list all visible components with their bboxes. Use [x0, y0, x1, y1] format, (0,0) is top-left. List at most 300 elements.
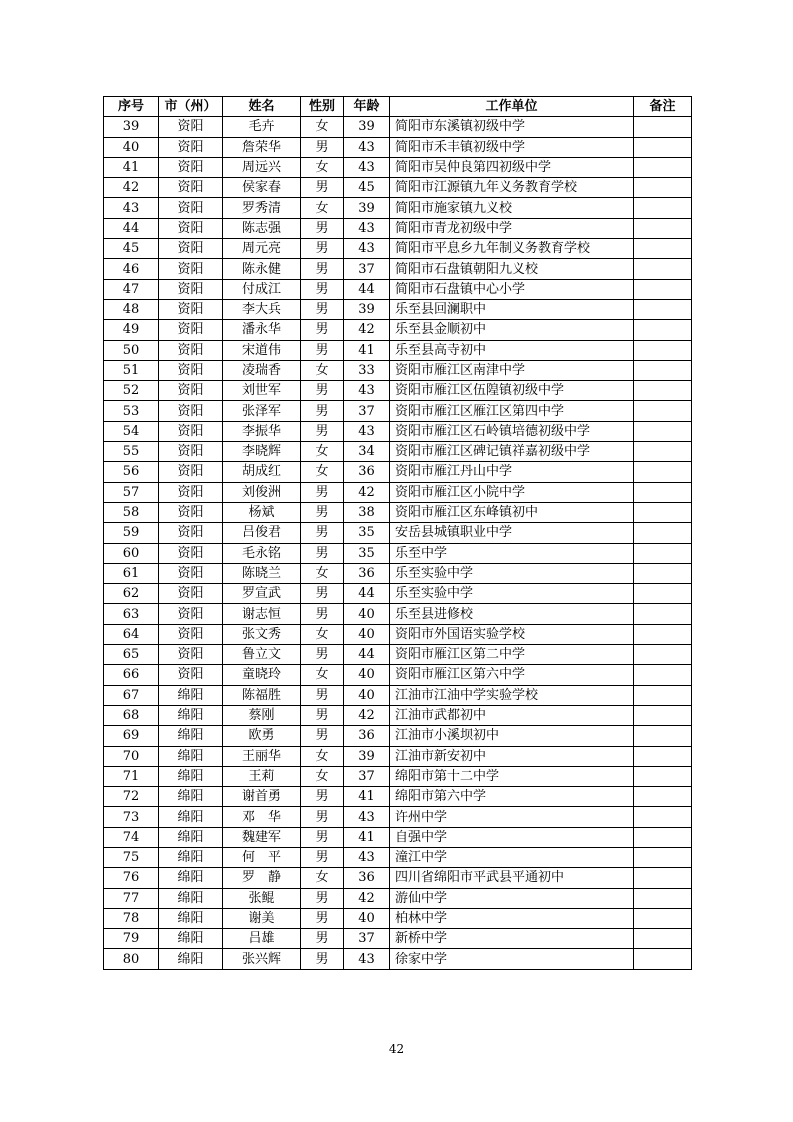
table-row — [104, 360, 692, 380]
workplace-cell: 游仙中学 — [390, 888, 634, 908]
city-cell: 绵阳 — [159, 685, 223, 705]
city-cell: 资阳 — [159, 563, 223, 583]
index-cell: 44 — [104, 218, 159, 238]
index-cell: 69 — [104, 726, 159, 746]
remarks-cell — [634, 462, 692, 482]
workplace-cell: 绵阳市第六中学 — [390, 787, 634, 807]
age-cell: 43 — [344, 218, 390, 238]
name-cell: 张文秀 — [223, 624, 301, 644]
gender-cell: 男 — [301, 949, 344, 969]
remarks-cell — [634, 888, 692, 908]
age-cell: 43 — [344, 157, 390, 177]
remarks-cell — [634, 259, 692, 279]
workplace-cell: 资阳市雁江区第六中学 — [390, 665, 634, 685]
workplace-cell: 徐家中学 — [390, 949, 634, 969]
remarks-cell — [634, 157, 692, 177]
gender-cell: 男 — [301, 218, 344, 238]
page-number: 42 — [388, 1042, 405, 1056]
gender-cell: 男 — [301, 908, 344, 928]
name-cell: 刘世军 — [223, 381, 301, 401]
table-row — [104, 563, 692, 583]
age-cell: 43 — [344, 949, 390, 969]
workplace-cell: 简阳市青龙初级中学 — [390, 218, 634, 238]
name-cell: 毛永铭 — [223, 543, 301, 563]
header-gender: 性别 — [301, 97, 344, 117]
table-row — [104, 726, 692, 746]
index-cell: 62 — [104, 584, 159, 604]
name-cell: 吕俊君 — [223, 523, 301, 543]
table-row — [104, 482, 692, 502]
city-cell: 资阳 — [159, 340, 223, 360]
table-row — [104, 259, 692, 279]
age-cell: 42 — [344, 482, 390, 502]
gender-cell: 男 — [301, 584, 344, 604]
workplace-cell: 江油市武都初中 — [390, 705, 634, 725]
age-cell: 40 — [344, 624, 390, 644]
remarks-cell — [634, 685, 692, 705]
name-cell: 何 平 — [223, 847, 301, 867]
gender-cell: 男 — [301, 604, 344, 624]
workplace-cell: 乐至县进修校 — [390, 604, 634, 624]
index-cell: 52 — [104, 381, 159, 401]
name-cell: 罗宣武 — [223, 584, 301, 604]
workplace-cell: 资阳市雁江区雁江区第四中学 — [390, 401, 634, 421]
remarks-cell — [634, 421, 692, 441]
workplace-cell: 资阳市雁江区石岭镇培德初级中学 — [390, 421, 634, 441]
age-cell: 36 — [344, 868, 390, 888]
age-cell: 38 — [344, 502, 390, 522]
city-cell: 资阳 — [159, 239, 223, 259]
remarks-cell — [634, 381, 692, 401]
workplace-cell: 许州中学 — [390, 807, 634, 827]
city-cell: 绵阳 — [159, 847, 223, 867]
city-cell: 资阳 — [159, 259, 223, 279]
header-city: 市（州） — [159, 97, 223, 117]
table-row — [104, 198, 692, 218]
workplace-cell: 资阳市雁江丹山中学 — [390, 462, 634, 482]
roster-table — [103, 96, 692, 970]
remarks-cell — [634, 929, 692, 949]
city-cell: 资阳 — [159, 157, 223, 177]
name-cell: 凌瑞香 — [223, 360, 301, 380]
name-cell: 胡成红 — [223, 462, 301, 482]
city-cell: 绵阳 — [159, 929, 223, 949]
name-cell: 罗秀清 — [223, 198, 301, 218]
name-cell: 陈永健 — [223, 259, 301, 279]
index-cell: 70 — [104, 746, 159, 766]
age-cell: 45 — [344, 178, 390, 198]
workplace-cell: 简阳市江源镇九年义务教育学校 — [390, 178, 634, 198]
gender-cell: 男 — [301, 279, 344, 299]
age-cell: 33 — [344, 360, 390, 380]
gender-cell: 女 — [301, 665, 344, 685]
age-cell: 43 — [344, 137, 390, 157]
city-cell: 资阳 — [159, 198, 223, 218]
age-cell: 34 — [344, 442, 390, 462]
city-cell: 绵阳 — [159, 705, 223, 725]
age-cell: 42 — [344, 320, 390, 340]
age-cell: 40 — [344, 908, 390, 928]
index-cell: 42 — [104, 178, 159, 198]
workplace-cell: 乐至实验中学 — [390, 563, 634, 583]
city-cell: 资阳 — [159, 543, 223, 563]
index-cell: 72 — [104, 787, 159, 807]
name-cell: 詹荣华 — [223, 137, 301, 157]
table-header — [104, 97, 692, 117]
age-cell: 40 — [344, 604, 390, 624]
index-cell: 51 — [104, 360, 159, 380]
workplace-cell: 四川省绵阳市平武县平通初中 — [390, 868, 634, 888]
index-cell: 41 — [104, 157, 159, 177]
gender-cell: 男 — [301, 482, 344, 502]
age-cell: 37 — [344, 259, 390, 279]
name-cell: 陈福胜 — [223, 685, 301, 705]
remarks-cell — [634, 949, 692, 969]
workplace-cell: 资阳市雁江区第二中学 — [390, 645, 634, 665]
table-row — [104, 178, 692, 198]
age-cell: 43 — [344, 807, 390, 827]
table-row — [104, 340, 692, 360]
remarks-cell — [634, 218, 692, 238]
age-cell: 43 — [344, 421, 390, 441]
city-cell: 资阳 — [159, 665, 223, 685]
age-cell: 36 — [344, 563, 390, 583]
index-cell: 59 — [104, 523, 159, 543]
city-cell: 资阳 — [159, 117, 223, 137]
remarks-cell — [634, 645, 692, 665]
index-cell: 77 — [104, 888, 159, 908]
gender-cell: 男 — [301, 929, 344, 949]
table-row — [104, 665, 692, 685]
gender-cell: 女 — [301, 198, 344, 218]
name-cell: 吕雄 — [223, 929, 301, 949]
workplace-cell: 乐至县回澜职中 — [390, 299, 634, 319]
remarks-cell — [634, 705, 692, 725]
header-index: 序号 — [104, 97, 159, 117]
header-age: 年龄 — [344, 97, 390, 117]
age-cell: 36 — [344, 462, 390, 482]
remarks-cell — [634, 908, 692, 928]
index-cell: 80 — [104, 949, 159, 969]
city-cell: 资阳 — [159, 584, 223, 604]
gender-cell: 男 — [301, 299, 344, 319]
index-cell: 60 — [104, 543, 159, 563]
name-cell: 王莉 — [223, 766, 301, 786]
table-row — [104, 320, 692, 340]
name-cell: 魏建军 — [223, 827, 301, 847]
workplace-cell: 简阳市吴仲良第四初级中学 — [390, 157, 634, 177]
city-cell: 资阳 — [159, 462, 223, 482]
workplace-cell: 简阳市施家镇九义校 — [390, 198, 634, 218]
remarks-cell — [634, 178, 692, 198]
age-cell: 42 — [344, 705, 390, 725]
name-cell: 谢志恒 — [223, 604, 301, 624]
header-row — [104, 97, 692, 117]
index-cell: 67 — [104, 685, 159, 705]
workplace-cell: 简阳市平息乡九年制义务教育学校 — [390, 239, 634, 259]
gender-cell: 女 — [301, 157, 344, 177]
table-row — [104, 381, 692, 401]
remarks-cell — [634, 584, 692, 604]
index-cell: 39 — [104, 117, 159, 137]
table-row — [104, 624, 692, 644]
table-row — [104, 137, 692, 157]
gender-cell: 男 — [301, 685, 344, 705]
remarks-cell — [634, 523, 692, 543]
age-cell: 39 — [344, 198, 390, 218]
name-cell: 蔡刚 — [223, 705, 301, 725]
city-cell: 资阳 — [159, 320, 223, 340]
name-cell: 李晓辉 — [223, 442, 301, 462]
age-cell: 43 — [344, 239, 390, 259]
gender-cell: 男 — [301, 787, 344, 807]
gender-cell: 男 — [301, 543, 344, 563]
index-cell: 50 — [104, 340, 159, 360]
age-cell: 37 — [344, 401, 390, 421]
city-cell: 资阳 — [159, 178, 223, 198]
table-row — [104, 442, 692, 462]
age-cell: 41 — [344, 340, 390, 360]
city-cell: 资阳 — [159, 218, 223, 238]
index-cell: 40 — [104, 137, 159, 157]
age-cell: 35 — [344, 523, 390, 543]
city-cell: 资阳 — [159, 482, 223, 502]
index-cell: 71 — [104, 766, 159, 786]
city-cell: 绵阳 — [159, 787, 223, 807]
table-row — [104, 543, 692, 563]
table-row — [104, 239, 692, 259]
name-cell: 邓 华 — [223, 807, 301, 827]
age-cell: 44 — [344, 584, 390, 604]
gender-cell: 男 — [301, 137, 344, 157]
workplace-cell: 简阳市石盘镇朝阳九义校 — [390, 259, 634, 279]
gender-cell: 女 — [301, 563, 344, 583]
name-cell: 王丽华 — [223, 746, 301, 766]
age-cell: 41 — [344, 827, 390, 847]
workplace-cell: 资阳市雁江区碑记镇祥嘉初级中学 — [390, 442, 634, 462]
city-cell: 绵阳 — [159, 888, 223, 908]
city-cell: 绵阳 — [159, 827, 223, 847]
remarks-cell — [634, 847, 692, 867]
age-cell: 35 — [344, 543, 390, 563]
gender-cell: 男 — [301, 705, 344, 725]
city-cell: 绵阳 — [159, 807, 223, 827]
table-row — [104, 502, 692, 522]
name-cell: 宋道伟 — [223, 340, 301, 360]
table-row — [104, 929, 692, 949]
index-cell: 61 — [104, 563, 159, 583]
gender-cell: 男 — [301, 726, 344, 746]
city-cell: 资阳 — [159, 401, 223, 421]
gender-cell: 男 — [301, 827, 344, 847]
city-cell: 绵阳 — [159, 766, 223, 786]
gender-cell: 女 — [301, 766, 344, 786]
index-cell: 78 — [104, 908, 159, 928]
workplace-cell: 乐至中学 — [390, 543, 634, 563]
name-cell: 谢美 — [223, 908, 301, 928]
workplace-cell: 绵阳市第十二中学 — [390, 766, 634, 786]
city-cell: 资阳 — [159, 279, 223, 299]
remarks-cell — [634, 482, 692, 502]
name-cell: 童晓玲 — [223, 665, 301, 685]
name-cell: 周远兴 — [223, 157, 301, 177]
table-row — [104, 421, 692, 441]
table-row — [104, 807, 692, 827]
gender-cell: 男 — [301, 401, 344, 421]
workplace-cell: 资阳市外国语实验学校 — [390, 624, 634, 644]
table-row — [104, 279, 692, 299]
age-cell: 43 — [344, 381, 390, 401]
remarks-cell — [634, 746, 692, 766]
workplace-cell: 资阳市雁江区伍隍镇初级中学 — [390, 381, 634, 401]
table-row — [104, 766, 692, 786]
workplace-cell: 简阳市东溪镇初级中学 — [390, 117, 634, 137]
table-row — [104, 685, 692, 705]
table-row — [104, 847, 692, 867]
city-cell: 资阳 — [159, 604, 223, 624]
age-cell: 39 — [344, 299, 390, 319]
workplace-cell: 乐至实验中学 — [390, 584, 634, 604]
gender-cell: 男 — [301, 502, 344, 522]
age-cell: 42 — [344, 888, 390, 908]
index-cell: 68 — [104, 705, 159, 725]
index-cell: 79 — [104, 929, 159, 949]
index-cell: 73 — [104, 807, 159, 827]
header-remarks: 备注 — [634, 97, 692, 117]
age-cell: 39 — [344, 746, 390, 766]
remarks-cell — [634, 827, 692, 847]
age-cell: 36 — [344, 726, 390, 746]
remarks-cell — [634, 766, 692, 786]
table-row — [104, 462, 692, 482]
age-cell: 37 — [344, 929, 390, 949]
workplace-cell: 乐至县金顺初中 — [390, 320, 634, 340]
gender-cell: 男 — [301, 807, 344, 827]
gender-cell: 男 — [301, 847, 344, 867]
workplace-cell: 柏林中学 — [390, 908, 634, 928]
gender-cell: 男 — [301, 320, 344, 340]
workplace-cell: 资阳市雁江区小院中学 — [390, 482, 634, 502]
name-cell: 张鲲 — [223, 888, 301, 908]
index-cell: 74 — [104, 827, 159, 847]
gender-cell: 男 — [301, 340, 344, 360]
age-cell: 37 — [344, 766, 390, 786]
gender-cell: 男 — [301, 645, 344, 665]
workplace-cell: 江油市小溪坝初中 — [390, 726, 634, 746]
remarks-cell — [634, 239, 692, 259]
index-cell: 76 — [104, 868, 159, 888]
table-row — [104, 218, 692, 238]
table-row — [104, 604, 692, 624]
workplace-cell: 新桥中学 — [390, 929, 634, 949]
index-cell: 43 — [104, 198, 159, 218]
age-cell: 43 — [344, 847, 390, 867]
workplace-cell: 简阳市禾丰镇初级中学 — [390, 137, 634, 157]
gender-cell: 女 — [301, 868, 344, 888]
city-cell: 资阳 — [159, 624, 223, 644]
name-cell: 李振华 — [223, 421, 301, 441]
gender-cell: 男 — [301, 239, 344, 259]
gender-cell: 女 — [301, 360, 344, 380]
age-cell: 40 — [344, 685, 390, 705]
name-cell: 毛卉 — [223, 117, 301, 137]
table-row — [104, 645, 692, 665]
remarks-cell — [634, 807, 692, 827]
remarks-cell — [634, 726, 692, 746]
city-cell: 资阳 — [159, 645, 223, 665]
city-cell: 绵阳 — [159, 868, 223, 888]
name-cell: 欧勇 — [223, 726, 301, 746]
remarks-cell — [634, 117, 692, 137]
table-row — [104, 888, 692, 908]
index-cell: 58 — [104, 502, 159, 522]
index-cell: 46 — [104, 259, 159, 279]
gender-cell: 男 — [301, 381, 344, 401]
name-cell: 刘俊洲 — [223, 482, 301, 502]
city-cell: 资阳 — [159, 137, 223, 157]
gender-cell: 男 — [301, 259, 344, 279]
name-cell: 杨斌 — [223, 502, 301, 522]
index-cell: 53 — [104, 401, 159, 421]
city-cell: 绵阳 — [159, 746, 223, 766]
city-cell: 资阳 — [159, 523, 223, 543]
city-cell: 资阳 — [159, 502, 223, 522]
index-cell: 54 — [104, 421, 159, 441]
city-cell: 资阳 — [159, 421, 223, 441]
table-body — [104, 117, 692, 969]
index-cell: 75 — [104, 847, 159, 867]
table-row — [104, 787, 692, 807]
name-cell: 罗 静 — [223, 868, 301, 888]
table-row — [104, 523, 692, 543]
index-cell: 66 — [104, 665, 159, 685]
index-cell: 56 — [104, 462, 159, 482]
table-row — [104, 746, 692, 766]
remarks-cell — [634, 137, 692, 157]
table-row — [104, 299, 692, 319]
workplace-cell: 乐至县高寺初中 — [390, 340, 634, 360]
age-cell: 39 — [344, 117, 390, 137]
gender-cell: 女 — [301, 442, 344, 462]
index-cell: 47 — [104, 279, 159, 299]
remarks-cell — [634, 279, 692, 299]
gender-cell: 男 — [301, 888, 344, 908]
remarks-cell — [634, 502, 692, 522]
index-cell: 48 — [104, 299, 159, 319]
index-cell: 64 — [104, 624, 159, 644]
name-cell: 张泽军 — [223, 401, 301, 421]
table-row — [104, 117, 692, 137]
name-cell: 鲁立文 — [223, 645, 301, 665]
city-cell: 资阳 — [159, 299, 223, 319]
workplace-cell: 简阳市石盘镇中心小学 — [390, 279, 634, 299]
index-cell: 63 — [104, 604, 159, 624]
workplace-cell: 资阳市雁江区南津中学 — [390, 360, 634, 380]
gender-cell: 男 — [301, 178, 344, 198]
table-row — [104, 827, 692, 847]
table-row — [104, 949, 692, 969]
age-cell: 41 — [344, 787, 390, 807]
city-cell: 绵阳 — [159, 726, 223, 746]
remarks-cell — [634, 340, 692, 360]
gender-cell: 女 — [301, 117, 344, 137]
name-cell: 李大兵 — [223, 299, 301, 319]
header-workplace: 工作单位 — [390, 97, 634, 117]
gender-cell: 女 — [301, 462, 344, 482]
index-cell: 65 — [104, 645, 159, 665]
workplace-cell: 资阳市雁江区东峰镇初中 — [390, 502, 634, 522]
gender-cell: 男 — [301, 421, 344, 441]
